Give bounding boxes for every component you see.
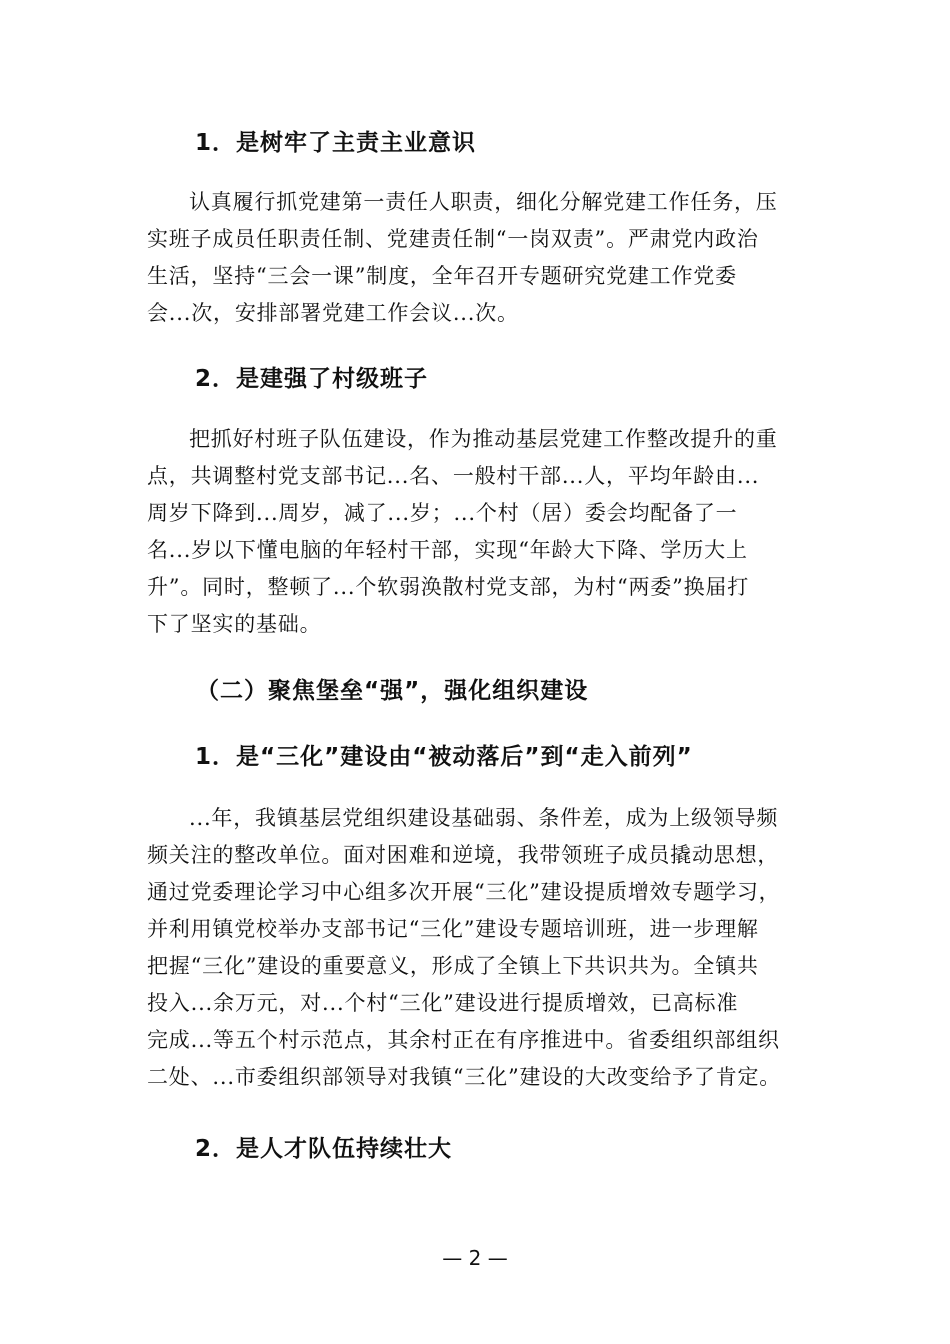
paragraph-line: 把抓好村班子队伍建设，作为推动基层党建工作整改提升的重 (189, 427, 778, 451)
paragraph-line: 实班子成员任职责任制、党建责任制“一岗双责”。严肃党内政治 (147, 227, 759, 251)
page-number: — 2 — (442, 1246, 508, 1270)
paragraph-line: 并利用镇党校举办支部书记“三化”建设专题培训班，进一步理解 (147, 917, 759, 941)
paragraph-line: 周岁下降到...周岁，减了...岁；...个村（居）委会均配备了一 (147, 501, 738, 525)
paragraph-line: 频关注的整改单位。面对困难和逆境，我带领班子成员撬动思想， (147, 843, 780, 867)
section-heading: （二）聚焦堡垒“强”，强化组织建设 (196, 678, 589, 704)
paragraph-line: 点，共调整村党支部书记...名、一般村干部...人，平均年龄由... (147, 464, 760, 488)
section-heading: 2．是建强了村级班子 (195, 366, 429, 392)
paragraph-line: 通过党委理论学习中心组多次开展“三化”建设提质增效专题学习， (147, 880, 781, 904)
paragraph-line: 二处、...市委组织部领导对我镇“三化”建设的大改变给予了肯定。 (147, 1065, 782, 1089)
paragraph-line: 下了坚实的基础。 (147, 612, 322, 636)
paragraph-line: 投入...余万元，对...个村“三化”建设进行提质增效，已高标准 (147, 991, 739, 1015)
paragraph-line: 完成...等五个村示范点，其余村正在有序推进中。省委组织部组织 (147, 1028, 780, 1052)
section-heading: 2．是人才队伍持续壮大 (195, 1136, 453, 1162)
paragraph (147, 421, 807, 643)
paragraph-line: 生活，坚持“三会一课”制度，全年召开专题研究党建工作党委 (147, 264, 737, 288)
section-heading: 1．是树牢了主责主业意识 (195, 130, 477, 156)
section-heading: 1．是“三化”建设由“被动落后”到“走入前列” (195, 744, 693, 770)
paragraph-line: ...年，我镇基层党组织建设基础弱、条件差，成为上级领导频 (189, 806, 779, 830)
paragraph (147, 800, 807, 1096)
paragraph-line: 升”。同时，整顿了...个软弱涣散村党支部，为村“两委”换届打 (147, 575, 750, 599)
paragraph-line: 认真履行抓党建第一责任人职责，细化分解党建工作任务，压 (189, 190, 778, 214)
paragraph-line: 名...岁以下懂电脑的年轻村干部，实现“年龄大下降、学历大上 (147, 538, 748, 562)
paragraph-line: 会...次，安排部署党建工作会议...次。 (147, 301, 519, 325)
paragraph (147, 184, 807, 332)
paragraph-line: 把握“三化”建设的重要意义，形成了全镇上下共识共为。全镇共 (147, 954, 759, 978)
